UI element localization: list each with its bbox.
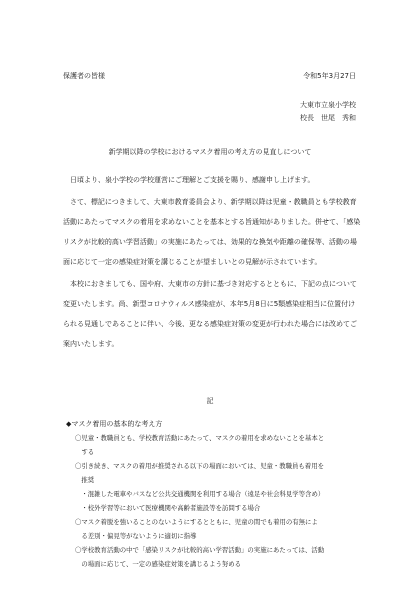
school-name: 大東市立泉小学校 bbox=[300, 101, 356, 109]
paragraph-line: リスクが比較的高い学習活動」の実施にあたっては、効果的な換気や距離の確保等、活動の場 bbox=[63, 238, 357, 246]
list-item: 推奨 bbox=[75, 476, 95, 484]
paragraph-line: 面に応じて一定の感染症対策を講じることが望ましいとの見解が示されています。 bbox=[63, 258, 322, 266]
paragraph-line: 案内いたします。 bbox=[63, 340, 119, 348]
list-item: 〇児童・教職員とも、学校教育活動にあたって、マスクの着用を求めないことを基本と bbox=[75, 434, 325, 442]
recipient: 保護者の皆様 bbox=[63, 72, 105, 80]
list-item: ・混雑した電車やバスなど公共交通機関を利用する場合（遠足や社会科見学等含め） bbox=[75, 490, 325, 498]
paragraph-line: られる見通しであることに伴い、今後、更なる感染症対策の変更が行われた場合には改めてご bbox=[63, 320, 357, 328]
ki-marker: 記 bbox=[206, 397, 214, 405]
paragraph-line: さて、標記につきまして、大東市教育委員会より、新学期以降は児童・教職員とも学校教育 bbox=[70, 198, 357, 206]
paragraph-line: 変更いたします。尚、新型コロナウィルス感染症が、本年5月8日に5類感染症相当に位置付け bbox=[63, 300, 356, 308]
principal-name: 校長 世尾 秀和 bbox=[300, 114, 356, 122]
paragraph-line: 活動にあたってマスクの着用を求めないことを基本とする旨通知がありました。併せて、「感染 bbox=[63, 218, 361, 226]
list-item: 〇マスク着脱を強いることのないようにするとともに、児童の間でも着用の有無によ bbox=[75, 518, 318, 526]
section-heading: ◆マスク着用の基本的な考え方 bbox=[66, 420, 163, 428]
list-item: 〇学校教育活動の中で「感染リスクが比較的高い学習活動」の実施にあたっては、活動 bbox=[75, 546, 325, 554]
list-item: る差別・偏見等がないように適切に指導 bbox=[75, 532, 197, 540]
list-item: の場面に応じて、一定の感染症対策を講じるよう努める bbox=[75, 560, 242, 568]
list-item: ・校外学習等において医療機関や高齢者施設等を訪問する場合 bbox=[75, 504, 261, 512]
paragraph-line: 日頃より、泉小学校の学校運営にご理解とご支援を賜り、感謝申し上げます。 bbox=[70, 176, 315, 184]
document-title: 新学期以降の学校におけるマスク着用の考え方の見直しについて bbox=[108, 148, 312, 156]
paragraph-line: 本校におきましても、国や府、大東市の方針に基づき対応するとともに、下記の点について bbox=[70, 280, 357, 288]
list-item: 〇引き続き、マスクの着用が推奨される以下の場面においては、児童・教職員も着用を bbox=[75, 462, 324, 470]
list-item: する bbox=[75, 448, 95, 456]
date: 令和5年3月27日 bbox=[303, 72, 356, 80]
